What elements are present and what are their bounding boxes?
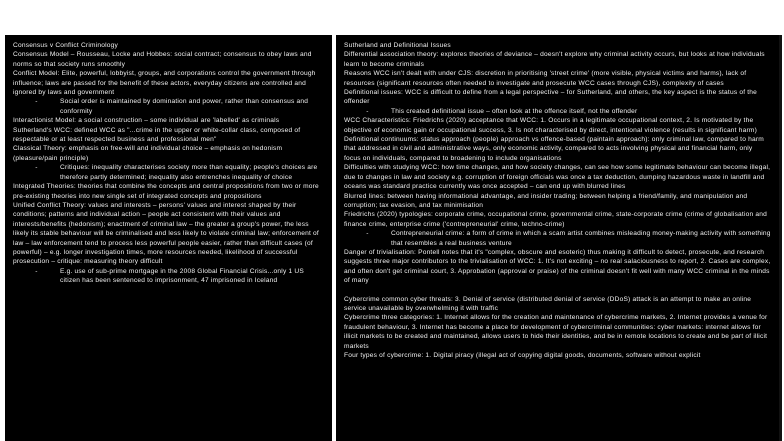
text-paragraph: Blurred lines: between having informational advantage, and insider trading; between helping a friend/family, and manipulation and corruption; tax evasion, and tax minimisation [344,192,750,209]
text-paragraph: Unified Conflict Theory: values and interests – persons' values and interest shaped by their conditions; patterns and individual action – people act consistent with their values and interests/benefits (hedonism); enactment of criminal law – the greater a group's power, the less likely its stable behaviour will be criminalised and less likely to violate criminal law; enforcement of law – law enforcement tend to process less powerful people easier, rather than difficult cases (of powerful) – e.g. longer investigation times, more resources needed, likelihood of successful prosecution – critique: measuring theory difficult [13,201,321,266]
page-edge [779,35,782,441]
text-paragraph: Definitional issues: WCC is difficult to define from a legal perspective – for Sutherland, and others, the key aspect is the status of the offender [344,89,760,106]
text-paragraph: Differential association theory: explores theories of deviance – doesn't explore why criminal activity occurs, but looks at how individuals learn to become criminals [344,51,767,68]
bullet-text: This created definitional issue – often look at the offence itself, not the offender [391,107,638,115]
bullet-dash: - [35,98,38,106]
text-paragraph: Cybercrime common cyber threats: 3. Denial of service (distributed denial of service (DDoS) attack is an attempt to make an online service unavailable by overwhelming it with traffic [344,295,754,312]
bullet-item [13,267,324,286]
text-paragraph: Sutherland and Definitional Issues [344,42,451,49]
bullet-text: Social order is maintained by domination and power, rather than consensus and conformity [60,98,309,115]
text-paragraph: Sutherland's WCC: defined WCC as "...crime in the upper or white-collar class, composed of respectable or at least respected business and professional men" [13,126,303,144]
bullet-item [344,229,771,248]
bullet-text: Contrepreneurial crime: a form of crime in which a scam artist combines misleading money-making activity with something that resembles a real business venture [391,230,771,247]
text-paragraph: Reasons WCC isn't dealt with under CJS: discretion in prioritising 'street crime' (more visible, physical victims and harms), lack of resources (significant resources often needed to investigate and prosecute WCC cases through CJS), complexity of cases [344,70,749,87]
text-paragraph: Friedrichs (2020) typologies: corporate crime, occupational crime, governmental crime, state-corporate crime (crime of globalisation and finance crime, enterprise crime ('contrepreneurial' crime, techno-crime) [344,211,770,228]
bullet-dash: - [35,164,38,172]
text-paragraph: Consensus Model – Rousseau, Locke and Hobbes: social contract; consensus to obey laws and norms so that society runs smoothly [13,51,314,68]
bullet-dash: - [366,107,369,115]
bullet-text: E.g. use of sub-prime mortgage in the 2008 Global Financial Crisis...only 1 US citizen has been sentenced to imprisonment, 47 imprisoned in Iceland [60,267,304,285]
bullet-item [13,97,324,116]
text-paragraph: Danger of trivialisation: Pontell notes that it's "complex, obscure and esoteric) thus making it difficult to detect, prosecute, and research suggests three major contributors to the trivialisation of WCC: 1. It's not exciting – no real salaciousness to report, 2. Cases are complex, and often don't get criminal court, 3. Approbation (approval or praise) of the criminal doesn't fit well with many WCC criminal in the minds of many [344,248,773,285]
text-paragraph: Conflict Model: Elite, powerful, lobbyist, groups, and corporations control the government through influence; laws are passed for the benefit of these actors, everyday citizens are controlled and ignored by laws and government [13,70,318,97]
left-document-page [5,35,332,441]
bullet-dash: - [366,230,369,238]
paragraph-gap [344,286,771,295]
text-paragraph: Integrated Theories: theories that combine the concepts and central propositions from two or more pre-existing theories into new single set of integrated concepts and propositions [13,183,321,200]
text-paragraph: Difficulties with studying WCC: how time changes, and how society changes, can see how some legitimate behaviour can become illegal, due to changes in law and society e.g. corruption of foreign officials was once a tax deduction, dumping hazardous waste in landfill and oceans was standard practice currently was once accepted – can end up with blurred lines [344,164,773,191]
text-paragraph: WCC Characteristics: Friedrichs (2020) acceptance that WCC: 1. Occurs in a legitimate occupational context, 2. Is motivated by the objective of economic gain or occupational success, 3. Is not characterised by direct, intentional violence (results in significant harm) [344,117,757,134]
text-paragraph: Interactionist Model: a social construction – some individual are 'labelled' as criminals [13,117,280,125]
right-document-page [336,35,779,441]
text-paragraph: Consensus v Conflict Criminology [13,42,118,49]
bullet-text: Critiques: inequality characterises society more than equality; people's choices are therefore partly determined; inequality also entrenches inequality of choice [60,164,318,181]
bullet-item [13,163,324,182]
text-paragraph: Cybercrime three categories: 1. Internet allows for the creation and maintenance of cybercrime markets, 2. Internet provides a venue for fraudulent behaviour, 3. Internet has become a place for development of cybercriminal communities: cyber markets: internet allows for illicit markets to be created and maintained, allows users to hide their identities, and be in remote locations to create and be part of illicit markets [344,314,770,350]
text-paragraph: Classical Theory: emphasis on free-will and individual choice – emphasis on hedonism (pleasure/pain principle) [13,145,285,162]
text-paragraph: Four types of cybercrime: 1. Digital piracy (illegal act of copying digital goods, documents, software without explicit [344,352,701,359]
bullet-item [344,107,771,116]
text-paragraph: Definitional continuums: status approach (people) approach vs offence-based (paintain approach): only criminal law, compared to harm that addressed in civil and administrative ways, only economic activity, compared to acts involving physical and financial harm, only focus on individuals, compared to broadening to include organisations [344,136,766,162]
bullet-dash: - [35,267,38,275]
